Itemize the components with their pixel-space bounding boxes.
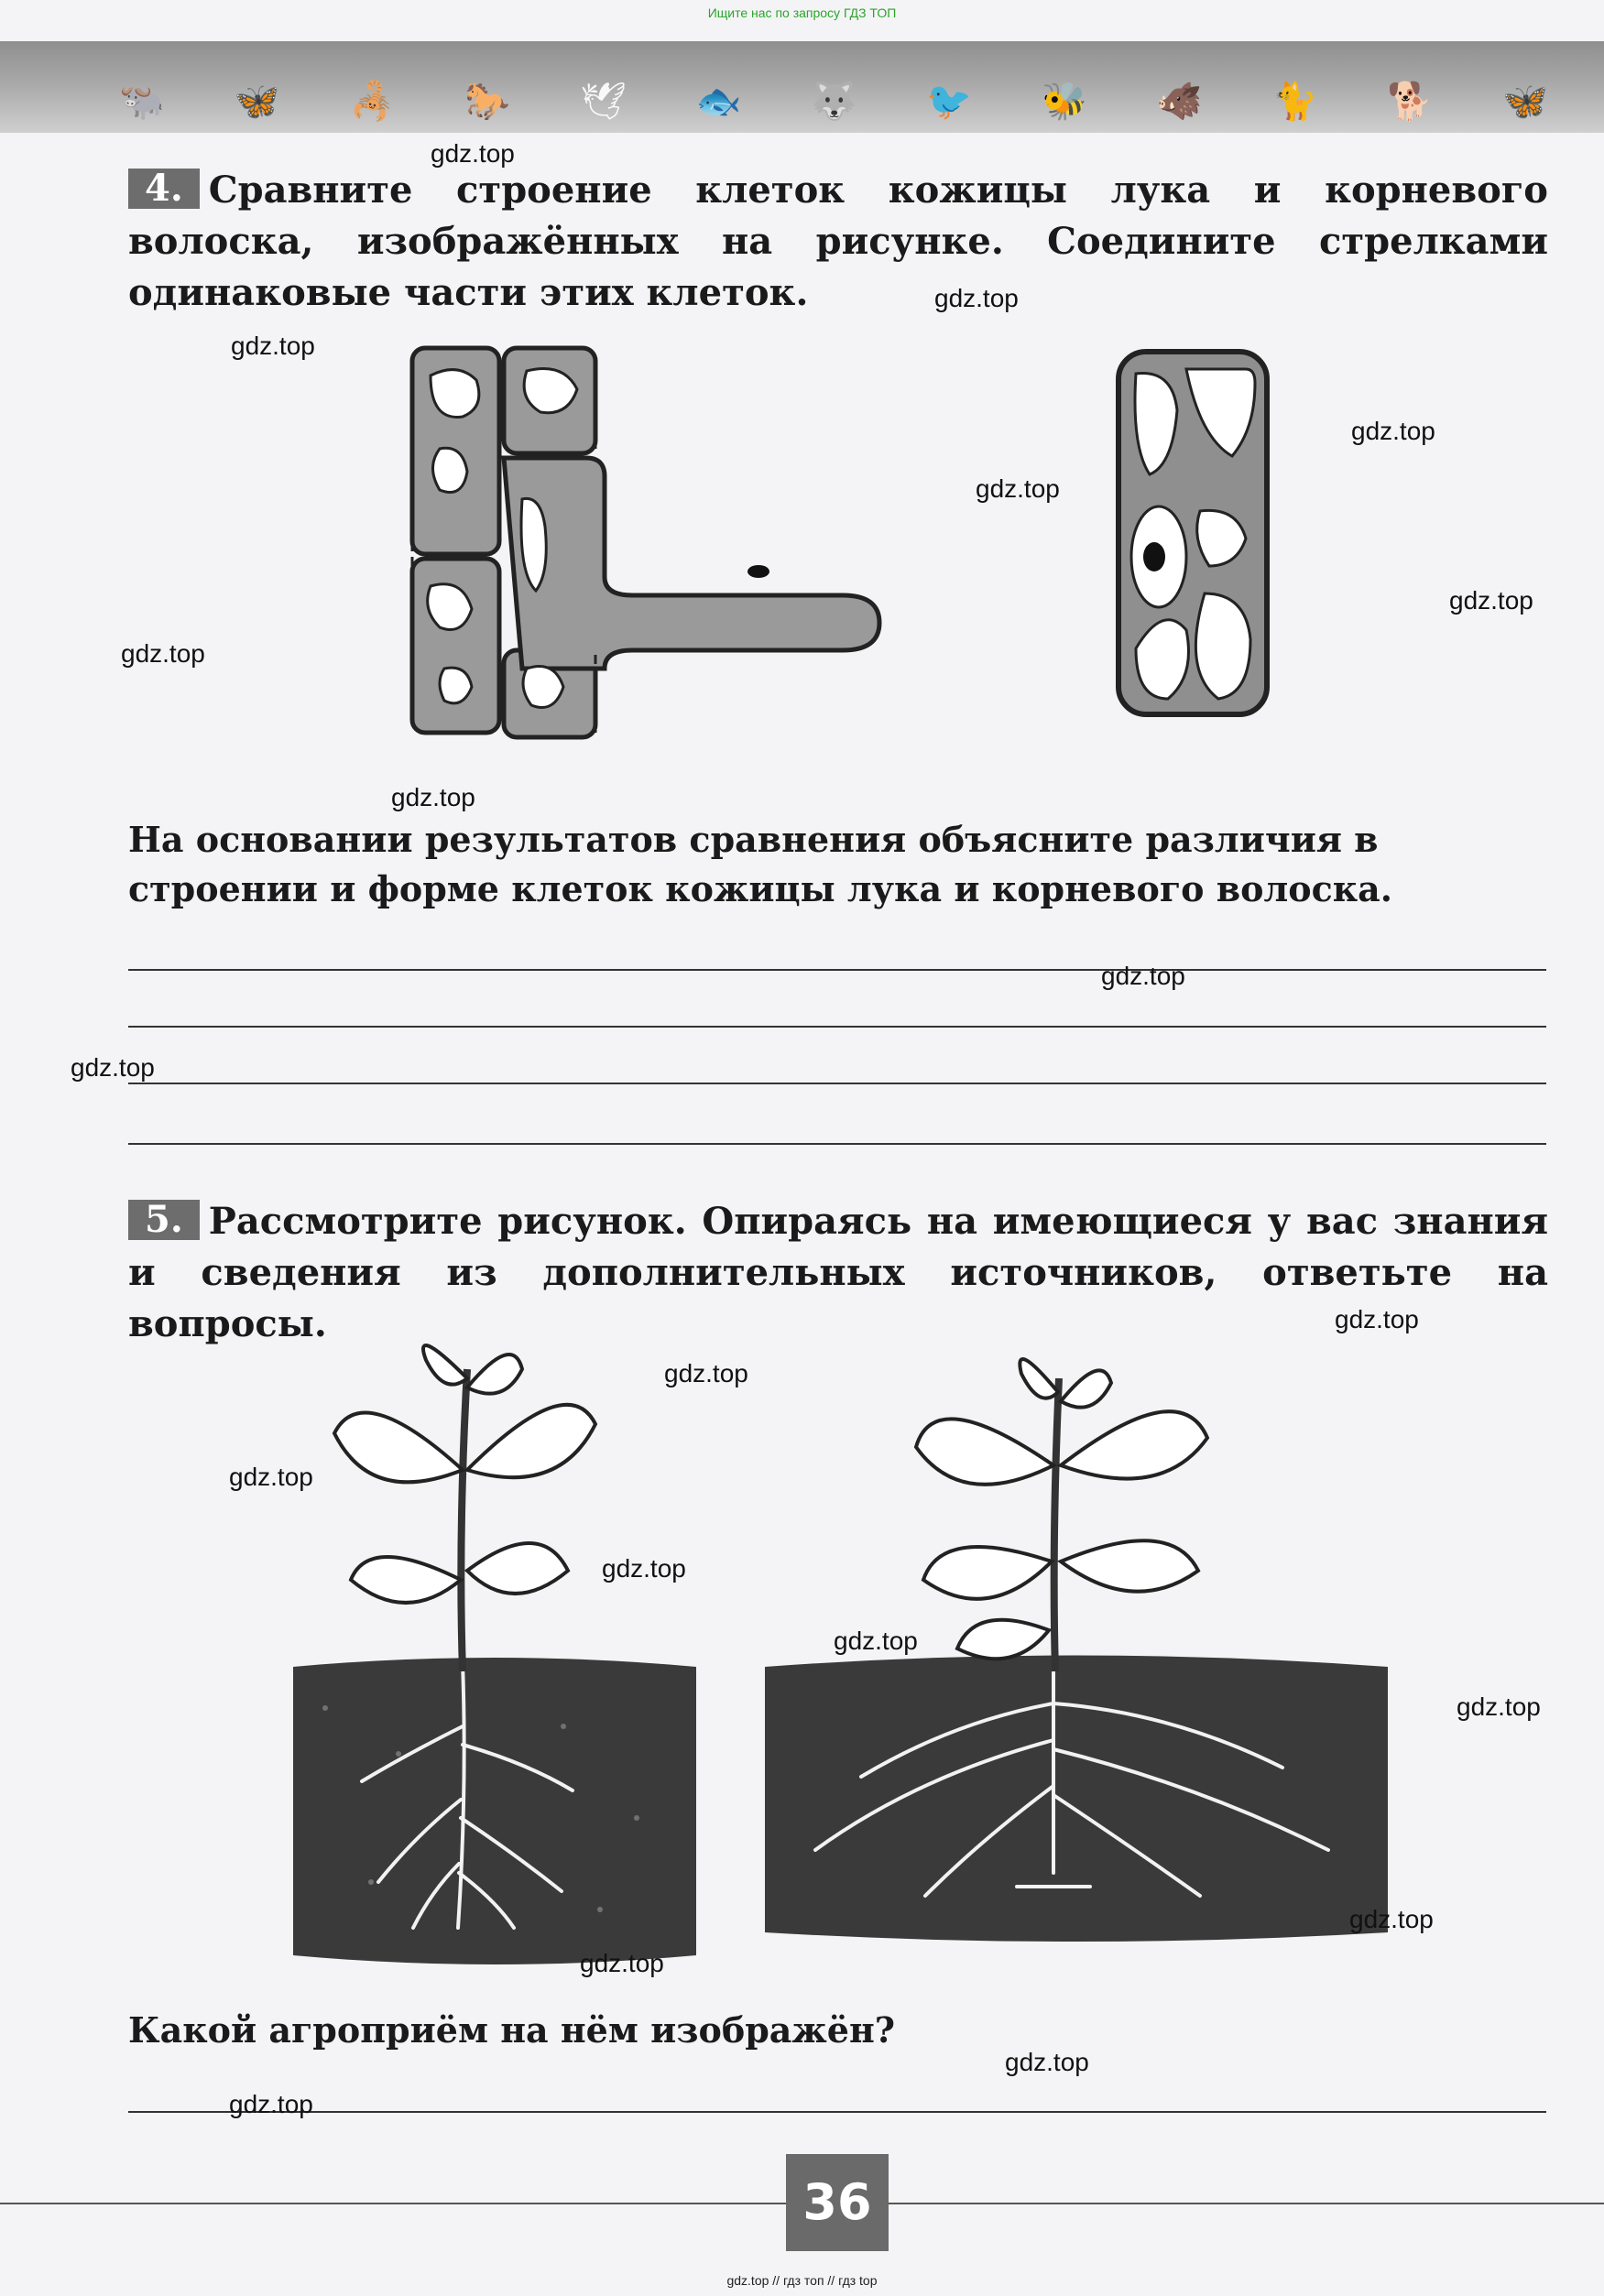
answer-line[interactable]	[128, 1083, 1546, 1084]
task-number: 5.	[128, 1200, 200, 1240]
watermark: gdz.top	[1457, 1692, 1541, 1721]
task-text: Рассмотрите рисунок. Опираясь на имеющиеся у вас знания и сведения из дополнительных источников, ответьте на вопросы.	[128, 1200, 1548, 1345]
watermark: gdz.top	[664, 1359, 748, 1387]
watermark: gdz.top	[71, 1053, 155, 1082]
watermark: gdz.top	[1351, 417, 1435, 445]
horse-icon: 🐎	[464, 80, 511, 123]
task-5-question: Какой агроприём на нём изображён?	[128, 2009, 896, 2051]
watermark: gdz.top	[1449, 586, 1533, 615]
bee-icon: 🐝	[1042, 80, 1087, 123]
scorpion-icon: 🦂	[349, 80, 396, 123]
watermark: gdz.top	[121, 639, 205, 668]
watermark: gdz.top	[1005, 2048, 1089, 2076]
bird-icon: 🐦	[926, 80, 973, 123]
watermark: gdz.top	[580, 1949, 664, 1977]
cat-icon: 🐈	[1271, 80, 1318, 123]
top-note: Ищите нас по запросу ГДЗ ТОП	[707, 5, 897, 20]
watermark: gdz.top	[229, 1463, 313, 1491]
watermark: gdz.top	[1335, 1305, 1419, 1333]
onion-root-hair-cells-figure	[403, 339, 898, 742]
answer-line[interactable]	[128, 1026, 1546, 1028]
butterfly-icon: 🦋	[234, 80, 280, 123]
watermark: gdz.top	[229, 2090, 313, 2118]
watermark: gdz.top	[602, 1554, 686, 1583]
watermark: gdz.top	[391, 783, 475, 811]
butterfly-icon: 🦋	[1502, 80, 1548, 123]
task-4-question: На основании результатов сравнения объясните различия в строении и форме клеток кожицы лука и корневого волоска.	[128, 819, 1393, 909]
watermark: gdz.top	[1349, 1905, 1434, 1933]
answer-line[interactable]	[128, 969, 1546, 971]
task-text: Сравните строение клеток кожицы лука и корневого волоска, изображённых на рисунке. Соедините стрелками одинаковые части этих клеток.	[128, 169, 1548, 314]
bottom-note: gdz.top // гдз топ // гдз top	[726, 2273, 878, 2288]
onion-skin-cell-figure	[1113, 346, 1273, 722]
task-number: 4.	[128, 169, 200, 209]
page-number: 36	[786, 2154, 889, 2251]
header-band	[0, 41, 1604, 133]
watermark: gdz.top	[976, 474, 1060, 503]
watermark: gdz.top	[231, 332, 315, 360]
watermark: gdz.top	[834, 1627, 918, 1655]
watermark: gdz.top	[431, 139, 515, 168]
answer-line[interactable]	[128, 2111, 1546, 2113]
header-animals	[119, 78, 1548, 124]
dog-icon: 🐕	[1387, 80, 1434, 123]
fish-icon: 🐟	[695, 80, 742, 123]
wolf-icon: 🐺	[811, 80, 857, 123]
plant-before-figure	[289, 1342, 701, 1964]
watermark: gdz.top	[1101, 962, 1185, 990]
bison-icon: 🐃	[119, 80, 165, 123]
task-4	[128, 165, 1548, 319]
bird-icon: 🕊	[580, 80, 627, 123]
watermark: gdz.top	[934, 284, 1019, 312]
answer-line[interactable]	[128, 1143, 1546, 1145]
boar-icon: 🐗	[1156, 80, 1203, 123]
